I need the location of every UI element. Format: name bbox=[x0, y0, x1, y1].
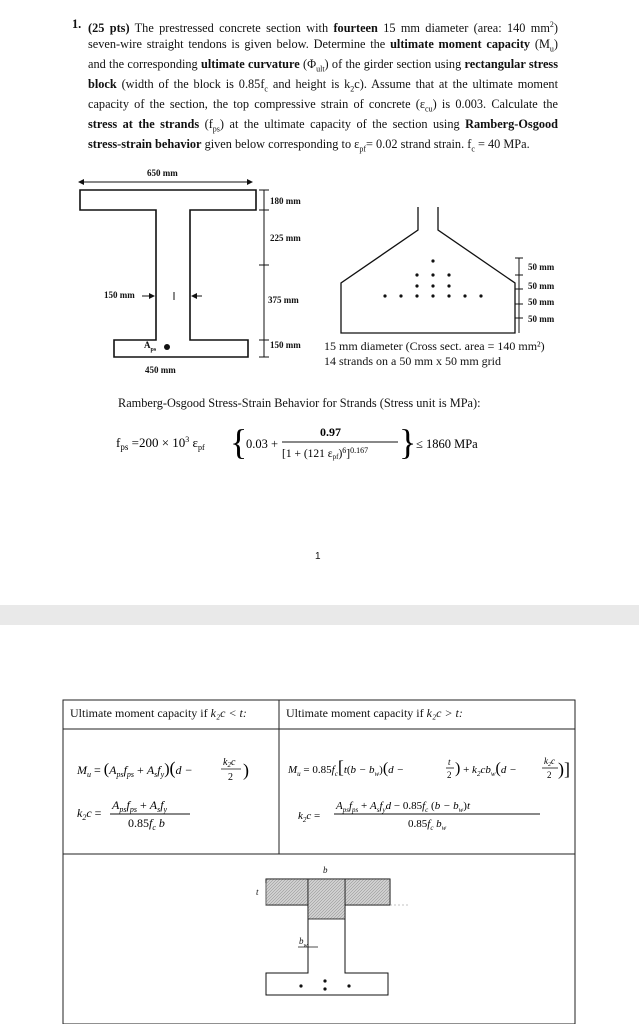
text-run: using bbox=[434, 56, 462, 71]
text-run: = 40 MPa. bbox=[477, 136, 530, 151]
dim-650: 650 mm bbox=[147, 168, 178, 178]
text-bold: ultimate moment bbox=[390, 36, 482, 51]
frac-2b: 2 bbox=[447, 770, 452, 780]
frac-t: t bbox=[448, 757, 451, 767]
grid-dim-1: 50 mm bbox=[528, 262, 555, 272]
strand-dot bbox=[383, 294, 386, 297]
dim-180: 180 mm bbox=[270, 196, 301, 206]
formula-k2c-right: $k_2c$ = bbox=[298, 810, 321, 824]
col1-cond: k₂c < t: bbox=[210, 706, 247, 720]
page-number: 1 bbox=[315, 551, 321, 562]
text-run: c). Assume that at the ultimate moment capacity of the section, the top compressive strain of concrete (ε bbox=[88, 76, 558, 111]
text-run: ) at the ultimate capacity of the section using bbox=[219, 116, 460, 131]
formula-mu-right-2: ) + $k_2cb_w(d$ − bbox=[455, 760, 517, 778]
formula-mu-left: $M_u = (A_{ps}f_{ps} + A_sf_y)(d$ − bbox=[77, 758, 193, 779]
text-run: ) of the girder section bbox=[324, 56, 432, 71]
text-sub: c bbox=[471, 144, 475, 154]
strand-dot bbox=[415, 273, 418, 276]
brace-right: } bbox=[399, 422, 417, 462]
col2-header-text: Ultimate moment capacity if bbox=[286, 706, 424, 720]
grid-dim-2: 50 mm bbox=[528, 281, 555, 291]
col1-header bbox=[70, 706, 247, 721]
frac-k2c-right: $k_2c$ bbox=[544, 756, 555, 768]
strand-dot bbox=[479, 294, 482, 297]
strand-grid bbox=[383, 259, 482, 297]
strand-dot bbox=[431, 259, 434, 262]
strand-dot bbox=[447, 273, 450, 276]
text-bold: Ramberg-Osgood stress-strain behavior bbox=[88, 116, 558, 151]
frac-k2c-num: $k_2c$ bbox=[223, 757, 236, 769]
label-t: t bbox=[256, 887, 259, 897]
frac-den-right: $0.85f_c$ $b_w$ bbox=[408, 818, 447, 832]
problem-number: 1. bbox=[72, 17, 82, 31]
dim-225: 225 mm bbox=[270, 233, 301, 243]
web-hatch bbox=[308, 879, 345, 919]
text-sub: u bbox=[549, 44, 554, 54]
problem-points: (25 pts) bbox=[88, 21, 130, 36]
table-border bbox=[63, 700, 575, 1024]
strand-dot bbox=[399, 294, 402, 297]
text-run: (Φ bbox=[303, 56, 317, 71]
formula-k2c-left: $k_2c$ = bbox=[77, 806, 102, 822]
text-run: and height is k bbox=[272, 76, 351, 91]
page-2 bbox=[0, 625, 639, 1024]
text-bold: fourteen bbox=[333, 21, 378, 36]
text-sub: cu bbox=[425, 104, 433, 114]
dim-450: 450 mm bbox=[145, 365, 176, 375]
text-run: (f bbox=[204, 116, 213, 131]
text-bold: rectangular stress block bbox=[88, 56, 558, 91]
text-sup: 2 bbox=[549, 20, 554, 29]
frac-num-right: $A_{ps}f_{ps} + A_sf_yd - 0.85f_c$ $(b - b_w)t$ bbox=[336, 800, 471, 814]
strand-dot bbox=[323, 987, 326, 990]
frac-num-left: $A_{ps}f_{ps} + A_sf_y$ bbox=[112, 798, 168, 814]
text-run: ) is 0.003. Calculate the bbox=[432, 96, 558, 111]
i-section-outline bbox=[80, 190, 256, 357]
eq-003: 0.03 + bbox=[246, 437, 279, 451]
formula-mu-right: $M_u = 0.85f_c[t(b - b_w)(d$ − bbox=[288, 757, 404, 778]
text-bold: ultimate curvature bbox=[201, 56, 300, 71]
strand-dot bbox=[323, 979, 326, 982]
strand-dot bbox=[431, 294, 434, 297]
text-run: ) seven-wire straight tendons is given below. Determine the bbox=[88, 21, 558, 51]
col1-header-text: Ultimate moment capacity if bbox=[70, 706, 208, 720]
text-run: ) and the corresponding bbox=[88, 36, 558, 71]
strand-dot bbox=[431, 273, 434, 276]
aps-text: A bbox=[144, 340, 151, 350]
text-run: = 0.02 strand strain. f bbox=[366, 136, 472, 151]
text-sub: ps bbox=[212, 124, 220, 134]
strand-info-2: 14 strands on a 50 mm x 50 mm grid bbox=[324, 354, 501, 368]
strand-dot bbox=[447, 294, 450, 297]
flange-hatch-left bbox=[266, 879, 308, 905]
grid-dim-3: 50 mm bbox=[528, 297, 555, 307]
brace-left: { bbox=[230, 422, 248, 462]
text-run: mm bbox=[530, 21, 550, 36]
paren-close: ) bbox=[243, 760, 249, 780]
grid-dim-4: 50 mm bbox=[528, 314, 555, 324]
text-run: given below corresponding to ε bbox=[204, 136, 360, 151]
text-sub: c bbox=[264, 84, 268, 94]
dim-150-bottom: 150 mm bbox=[270, 340, 301, 350]
eq-numerator: 0.97 bbox=[320, 425, 341, 439]
text-sub: 2 bbox=[350, 84, 355, 94]
text-bold: capacity bbox=[486, 36, 531, 51]
text-run: 15 mm diameter (area: 140 bbox=[383, 21, 526, 36]
bottom-flange-detail bbox=[341, 207, 515, 333]
label-bw-text: b bbox=[299, 936, 304, 946]
formula-table bbox=[0, 625, 639, 1024]
strand-dot bbox=[415, 294, 418, 297]
aps-dot bbox=[164, 344, 170, 350]
flange-hatch-right bbox=[345, 879, 390, 905]
aps-label bbox=[144, 340, 156, 353]
strand-dot bbox=[299, 984, 302, 987]
text-run: (width of the block is 0.85f bbox=[121, 76, 265, 91]
col2-cond: k₂c > t: bbox=[426, 706, 463, 720]
strand-dot bbox=[447, 284, 450, 287]
strand-dot bbox=[347, 984, 350, 987]
eq-lhs: $f_{ps} =200 \times 10^3$ $\varepsilon_{pf}$ bbox=[116, 435, 205, 452]
frac-2c: 2 bbox=[547, 770, 552, 780]
text-sub: pf bbox=[359, 144, 367, 154]
strand-dot bbox=[415, 284, 418, 287]
ramberg-equation bbox=[110, 420, 530, 470]
eq-limit: ≤ 1860 MPa bbox=[416, 437, 478, 451]
dim-150-web: 150 mm bbox=[104, 290, 135, 300]
label-bw: $b_w$ bbox=[299, 936, 308, 949]
text-sub: ult bbox=[316, 64, 325, 74]
label-b: b bbox=[323, 865, 328, 875]
bracket-close: )] bbox=[558, 759, 570, 779]
text-run: (M bbox=[534, 36, 550, 51]
text-bold: stress at the strands bbox=[88, 116, 200, 131]
frac-den-left: $0.85f_c$ b bbox=[128, 816, 165, 832]
text-run: The prestressed concrete section with bbox=[134, 21, 329, 36]
strand-dot bbox=[431, 284, 434, 287]
eq-denominator: [1 + (121 εpf)$^6$]$^{0.167}$ bbox=[282, 446, 369, 461]
col2-header bbox=[286, 706, 463, 721]
ramberg-title: Ramberg-Osgood Stress-Strain Behavior for Strands (Stress unit is MPa): bbox=[118, 396, 481, 410]
frac-2: 2 bbox=[228, 772, 233, 783]
dim-375: 375 mm bbox=[268, 295, 299, 305]
strand-info-1: 15 mm diameter (Cross sect. area = 140 mm²) bbox=[324, 339, 545, 353]
strand-dot bbox=[463, 294, 466, 297]
aps-sub: ps bbox=[150, 346, 157, 353]
